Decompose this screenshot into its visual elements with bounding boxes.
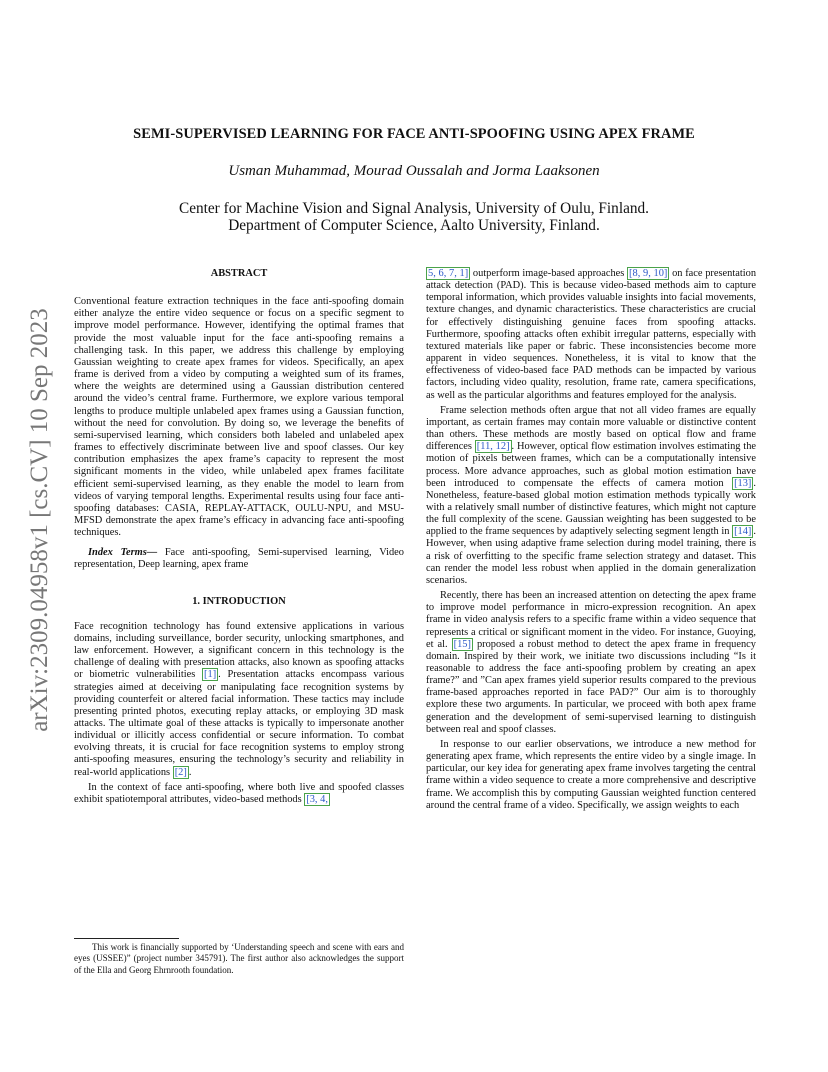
citation-link[interactable]: [15]	[453, 638, 471, 650]
citation-link[interactable]: [2]	[174, 766, 187, 778]
intro-p2-text-a: In the context of face anti-spoofing, where both live and spoofed classes exhibit spatiotemporal attributes, video-based methods	[74, 781, 404, 805]
intro-p2-text-b: outperform image-based approaches	[470, 268, 628, 279]
citation-link[interactable]: [1]	[204, 669, 217, 681]
index-terms	[74, 547, 404, 571]
intro-p3-text-c: . Nonetheless, feature-based global motion estimation methods typically work with a relatively small number of distinctive features, which might not capture the full complexity of the scene. Gaussian weighting has been suggested to be applied to the frame sequences by adaptively selecting segment length in	[426, 477, 756, 538]
footnote: This work is financially supported by ‘Understanding speech and scene with ears and eyes (USSEE)” (project number 345791). The first author also acknowledges the support of the Ella and Georg Ehrnrooth foundation.	[74, 942, 404, 975]
paper-authors: Usman Muhammad, Mourad Oussalah and Jorma Laaksonen	[228, 163, 600, 179]
affiliations	[70, 200, 758, 234]
citation-link[interactable]: 5, 6, 7, 1]	[428, 268, 469, 279]
intro-p3-text-b: . However, optical flow estimation involves estimating the motion of pixels between frames, which can be a computationally intensive process. More advance approaches, such as global motion estimation have been introduced to compensate the effects of camera motion	[426, 441, 756, 489]
intro-p1-text-a: Face recognition technology has found extensive applications in various domains, including surveillance, border security, unlocking smartphones, and law enforcement. However, a significant concern in this technology is the challenge of dealing with presentation attacks, also known as spoofing attacks or biometric vulnerabilities	[74, 620, 404, 681]
citation-link[interactable]: [13]	[734, 477, 752, 489]
intro-p3-text-a: Frame selection methods often argue that not all video frames are equally important, as certain frames may contain more valuable or distinctive content than others. These methods are mostly based on optical flow and frame differences	[426, 404, 756, 453]
citation-link[interactable]: [3, 4,	[306, 793, 328, 805]
left-column	[74, 268, 404, 806]
paper-title: SEMI-SUPERVISED LEARNING FOR FACE ANTI-SPOOFING USING APEX FRAME	[133, 126, 695, 142]
intro-p4-text-a: Recently, there has been an increased attention on detecting the apex frame to improve model performance in micro-expression recognition. An apex frame in video analysis refers to a specific frame within a video sequence that represents a critical or significant moment in the video. For instance, Guoying, et al.	[426, 590, 756, 650]
intro-p4-text-b: proposed a robust method to detect the apex frame in frequency domain. Inspired by their work, we initiate two discussions including “Is it reasonable to address the face anti-spoofing problem by creating an apex frame?” and ”Can apex frames yield superior results compared to the previous frame-based approaches reported in face PAD?” Our aim is to thoroughly explore these two arguments. In particular, we proceed with both apex frame generation and the development of semi-supervised learning to distinguish between real and spoof classes.	[426, 638, 756, 735]
intro-paragraph-1	[74, 621, 404, 779]
citation-link[interactable]: [14]	[734, 526, 752, 538]
intro-p2-text-c: on face presentation attack detection (PAD). This is because video-based methods aim to capture temporal information, which provides valuable insights into facial movements, texture changes, and dynamic characteristics. These characteristics are crucial for effectively distinguishing genuine faces from spoofing attacks. Furthermore, spoofing attacks often exhibit irregular patterns, especially with textured materials like paper or fabric. These inconsistencies become more apparent in video sequences. Nonetheless, it is vital to know that the effectiveness of video-based face PAD methods can be impacted by various factors, including video quality, resolution, frame rate, camera specifications, as well as the particular algorithms and features employed for the analysis.	[426, 268, 757, 401]
intro-paragraph-5: In response to our earlier observations, we introduce a new method for generating apex frame, which represents the entire video by a single image. In particular, our key idea for generating apex frame involves targeting the central frame within a video sequence to create a more comprehensive and descriptive frame. We accomplish this by computing Gaussian weighted function centered around the central frame of a video. Specifically, we assign weights to each	[426, 738, 756, 811]
intro-heading: 1. INTRODUCTION	[192, 595, 286, 607]
intro-p3-text-d: . However, when using adaptive frame selection during model training, there is a risk of overfitting to the specific frame selection strategy and dataset. This can render the model less robust when applied in the domain generalization scenarios.	[426, 526, 756, 586]
intro-paragraph-4	[426, 590, 756, 736]
intro-paragraph-2-start	[74, 782, 404, 806]
citation-link[interactable]: [11, 12]	[476, 441, 510, 453]
citation-link[interactable]: [8, 9, 10]	[629, 268, 668, 279]
abstract-text: Conventional feature extraction techniques in the face anti-spoofing domain either analyze the entire video sequence or focus on a specific segment to improve model performance. However, identifying the optimal frames that provide the most valuable input for the face anti-spoofing remains a challenging task. In this paper, we address this challenge by employing Gaussian weighting to create apex frames for videos. Specifically, an apex frame is derived from a video by computing a weighted sum of its frames, where the weights are determined using a Gaussian distribution centered around the video’s central frame. Furthermore, we explore various temporal lengths to produce multiple unlabeled apex frames using a Gaussian function, without the need for convolution. By doing so, we leverage the benefits of semi-supervised learning, which considers both labeled and unlabeled apex frames to effectively discriminate between live and spoof classes. Our key contribution emphasizes the apex frame’s capacity to represent the most significant moments in the video, while unlabeled apex frames facilitate efficient semi-supervised learning, as they enable the model to learn from videos of varying temporal lengths. Experimental results using four face anti-spoofing databases: CASIA, REPLAY-ATTACK, OULU-NPU, and MSU-MFSD demonstrate the apex frame’s efficacy in advancing face anti-spoofing techniques.	[74, 296, 404, 539]
arxiv-stamp	[20, 285, 60, 755]
intro-paragraph-3	[426, 405, 756, 587]
index-terms-text: Face anti-spoofing, Semi-supervised learning, Video representation, Deep learning, apex frame	[74, 547, 404, 571]
abstract-heading: ABSTRACT	[210, 268, 268, 279]
affiliation-aalto: Department of Computer Science, Aalto University, Finland.	[228, 217, 600, 234]
footnote-rule	[74, 938, 179, 939]
arxiv-stamp-text: arXiv:2309.04958v1 [cs.CV] 10 Sep 2023	[26, 308, 54, 732]
intro-p1-text-b: . Presentation attacks encompass various strategies aimed at deceiving or manipulating face recognition systems by providing counterfeit or altered facial information. These tactics may include presenting printed photos, executing replay attacks, or employing 3D mask attacks. The ultimate goal of these attacks is typically to impersonate another individual or illicitly access confidential or secure information. To combat evolving threats, it is crucial for face recognition systems to employ strong anti-spoofing measures, ensuring the technology’s security and reliability in real-world applications	[74, 669, 404, 778]
right-column	[426, 268, 756, 812]
intro-p1-text-c: .	[188, 766, 192, 778]
affiliation-oulu: Center for Machine Vision and Signal Analysis, University of Oulu, Finland.	[179, 200, 649, 217]
intro-paragraph-2-cont	[426, 268, 756, 402]
index-terms-label: Index Terms—	[88, 547, 158, 559]
